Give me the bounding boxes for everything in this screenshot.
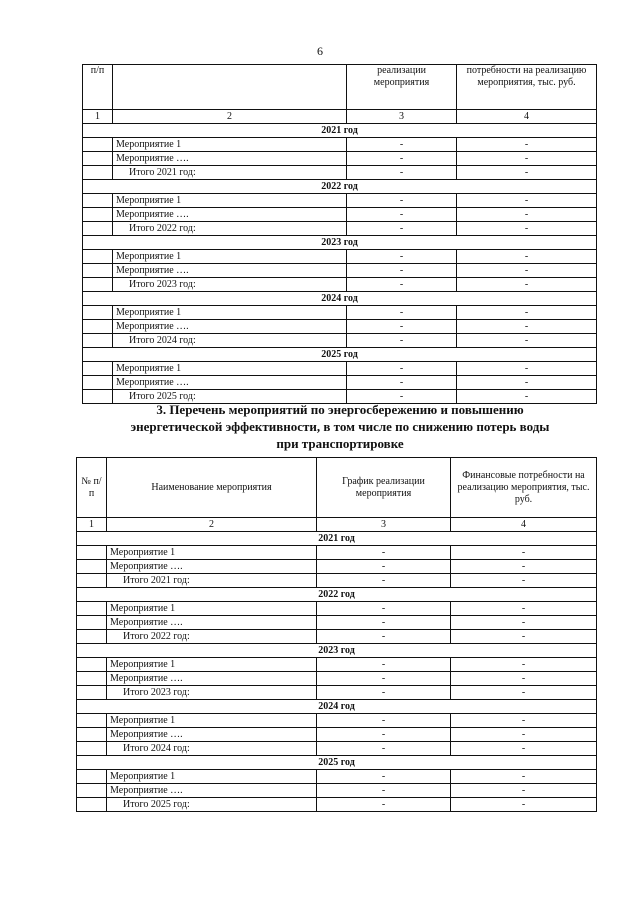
table-row <box>77 686 597 700</box>
financing-cell: - <box>457 152 597 166</box>
row-number-cell <box>83 166 113 180</box>
schedule-cell: - <box>317 574 451 588</box>
year-label: 2021 год <box>77 532 597 546</box>
measure-name-cell: Итого 2021 год: <box>113 166 347 180</box>
table-row <box>77 714 597 728</box>
measure-name-cell: Итого 2023 год: <box>107 686 317 700</box>
measure-name-cell: Итого 2024 год: <box>113 334 347 348</box>
measure-name-cell: Мероприятие 1 <box>107 658 317 672</box>
schedule-cell: - <box>347 320 457 334</box>
financing-cell: - <box>451 728 597 742</box>
measure-name-cell: Мероприятие 1 <box>107 770 317 784</box>
financing-cell: - <box>457 194 597 208</box>
table-row <box>83 194 597 208</box>
measure-name-cell: Мероприятие 1 <box>107 602 317 616</box>
year-row <box>83 236 597 250</box>
table-row <box>77 630 597 644</box>
row-number-cell <box>77 602 107 616</box>
financing-cell: - <box>451 602 597 616</box>
table-row <box>83 278 597 292</box>
table-row <box>77 784 597 798</box>
schedule-cell: - <box>317 770 451 784</box>
table-row <box>77 742 597 756</box>
schedule-cell: - <box>317 560 451 574</box>
measure-name-cell: Мероприятие 1 <box>113 306 347 320</box>
financing-cell: - <box>451 672 597 686</box>
year-row <box>83 180 597 194</box>
year-row <box>83 124 597 138</box>
schedule-cell: - <box>347 208 457 222</box>
section-title-line: при транспортировке <box>276 436 404 451</box>
measure-name-cell: Мероприятие …. <box>113 152 347 166</box>
measure-name-cell: Мероприятие …. <box>107 784 317 798</box>
schedule-cell: - <box>317 742 451 756</box>
schedule-cell: - <box>347 376 457 390</box>
year-label: 2023 год <box>77 644 597 658</box>
measure-name-cell: Итого 2023 год: <box>113 278 347 292</box>
section-3-title <box>80 401 600 452</box>
column-numbers-row <box>83 110 597 124</box>
measure-name-cell: Мероприятие …. <box>113 208 347 222</box>
row-number-cell <box>77 574 107 588</box>
row-number-cell <box>77 798 107 812</box>
financing-cell: - <box>457 320 597 334</box>
table-row <box>77 672 597 686</box>
table-row <box>83 376 597 390</box>
financing-cell: - <box>451 574 597 588</box>
schedule-cell: - <box>347 278 457 292</box>
schedule-cell: - <box>317 784 451 798</box>
row-number-cell <box>83 362 113 376</box>
row-number-cell <box>77 742 107 756</box>
measure-name-cell: Мероприятие …. <box>113 320 347 334</box>
schedule-cell: - <box>347 250 457 264</box>
financing-cell: - <box>457 222 597 236</box>
table-row <box>83 306 597 320</box>
financing-cell: - <box>457 390 597 404</box>
year-label: 2024 год <box>83 292 597 306</box>
financing-cell: - <box>457 362 597 376</box>
financing-cell: - <box>451 560 597 574</box>
measure-name-cell: Итого 2025 год: <box>113 390 347 404</box>
financing-cell: - <box>457 278 597 292</box>
table-row <box>77 658 597 672</box>
year-row <box>83 292 597 306</box>
schedule-cell: - <box>317 658 451 672</box>
measure-name-cell: Мероприятие 1 <box>107 714 317 728</box>
schedule-cell: - <box>317 630 451 644</box>
schedule-cell: - <box>347 334 457 348</box>
header-schedule: реализации мероприятия <box>347 65 457 110</box>
column-number: 4 <box>457 110 597 124</box>
header-name: Наименование мероприятия <box>107 458 317 518</box>
financing-cell: - <box>457 250 597 264</box>
schedule-cell: - <box>317 672 451 686</box>
row-number-cell <box>83 264 113 278</box>
header-schedule: График реализации мероприятия <box>317 458 451 518</box>
schedule-cell: - <box>347 194 457 208</box>
measure-name-cell: Итого 2025 год: <box>107 798 317 812</box>
schedule-cell: - <box>317 686 451 700</box>
table-header-row <box>83 65 597 110</box>
year-label: 2025 год <box>77 756 597 770</box>
measure-name-cell: Мероприятие …. <box>107 728 317 742</box>
measure-name-cell: Мероприятие 1 <box>113 250 347 264</box>
row-number-cell <box>83 138 113 152</box>
measure-name-cell: Мероприятие 1 <box>113 362 347 376</box>
header-number: п/п <box>83 65 113 110</box>
header-name <box>113 65 347 110</box>
column-number: 2 <box>113 110 347 124</box>
schedule-cell: - <box>317 616 451 630</box>
financing-cell: - <box>457 166 597 180</box>
schedule-cell: - <box>347 306 457 320</box>
table-row <box>83 362 597 376</box>
schedule-cell: - <box>317 798 451 812</box>
year-row <box>77 756 597 770</box>
table-row <box>83 152 597 166</box>
table-row <box>83 320 597 334</box>
year-row <box>77 644 597 658</box>
row-number-cell <box>83 152 113 166</box>
table-row <box>83 334 597 348</box>
row-number-cell <box>83 306 113 320</box>
table-row <box>77 616 597 630</box>
financing-cell: - <box>457 208 597 222</box>
measure-name-cell: Мероприятие …. <box>107 672 317 686</box>
financing-cell: - <box>457 138 597 152</box>
row-number-cell <box>83 320 113 334</box>
measure-name-cell: Мероприятие 1 <box>107 546 317 560</box>
table-row <box>83 166 597 180</box>
measure-name-cell: Мероприятие …. <box>113 376 347 390</box>
financing-cell: - <box>451 714 597 728</box>
header-financing: Финансовые потребности на реализацию мероприятия, тыс. руб. <box>451 458 597 518</box>
row-number-cell <box>77 770 107 784</box>
row-number-cell <box>83 222 113 236</box>
schedule-cell: - <box>317 714 451 728</box>
schedule-cell: - <box>347 362 457 376</box>
table-row <box>83 222 597 236</box>
schedule-cell: - <box>347 222 457 236</box>
financing-cell: - <box>451 798 597 812</box>
financing-cell: - <box>451 630 597 644</box>
table-row <box>77 560 597 574</box>
section-title-line: 3. Перечень мероприятий по энергосбережению и повышению <box>156 402 524 417</box>
schedule-cell: - <box>347 166 457 180</box>
schedule-cell: - <box>347 138 457 152</box>
row-number-cell <box>77 658 107 672</box>
column-numbers-row <box>77 518 597 532</box>
year-row <box>83 348 597 362</box>
column-number: 3 <box>347 110 457 124</box>
financing-cell: - <box>451 616 597 630</box>
header-number: № п/п <box>77 458 107 518</box>
header-financing: потребности на реализацию мероприятия, тыс. руб. <box>457 65 597 110</box>
table-header-row <box>77 458 597 518</box>
financing-cell: - <box>451 658 597 672</box>
column-number: 1 <box>77 518 107 532</box>
measure-name-cell: Итого 2021 год: <box>107 574 317 588</box>
section-title-line: энергетической эффективности, в том числе по снижению потерь воды <box>130 419 550 434</box>
financing-cell: - <box>451 742 597 756</box>
measure-name-cell: Мероприятие 1 <box>113 138 347 152</box>
table-row <box>77 798 597 812</box>
financing-cell: - <box>451 686 597 700</box>
row-number-cell <box>77 686 107 700</box>
year-row <box>77 532 597 546</box>
column-number: 3 <box>317 518 451 532</box>
row-number-cell <box>77 630 107 644</box>
table-row <box>83 250 597 264</box>
financing-cell: - <box>457 306 597 320</box>
row-number-cell <box>77 560 107 574</box>
row-number-cell <box>77 714 107 728</box>
row-number-cell <box>83 250 113 264</box>
financing-cell: - <box>457 264 597 278</box>
table-row <box>77 574 597 588</box>
row-number-cell <box>77 728 107 742</box>
table-row <box>83 208 597 222</box>
measure-name-cell: Мероприятие …. <box>107 616 317 630</box>
financing-cell: - <box>457 334 597 348</box>
measure-name-cell: Мероприятие 1 <box>113 194 347 208</box>
row-number-cell <box>77 784 107 798</box>
column-number: 2 <box>107 518 317 532</box>
schedule-cell: - <box>317 602 451 616</box>
row-number-cell <box>77 672 107 686</box>
measure-name-cell: Мероприятие …. <box>107 560 317 574</box>
measures-table-continued <box>82 64 597 404</box>
measure-name-cell: Мероприятие …. <box>113 264 347 278</box>
measures-table <box>76 457 597 812</box>
schedule-cell: - <box>347 152 457 166</box>
table-row <box>77 546 597 560</box>
schedule-cell: - <box>317 728 451 742</box>
row-number-cell <box>77 616 107 630</box>
page-number: 6 <box>317 44 323 58</box>
table-row <box>83 264 597 278</box>
table-row <box>77 728 597 742</box>
financing-cell: - <box>457 376 597 390</box>
year-label: 2024 год <box>77 700 597 714</box>
column-number: 1 <box>83 110 113 124</box>
row-number-cell <box>83 334 113 348</box>
year-row <box>77 700 597 714</box>
year-label: 2023 год <box>83 236 597 250</box>
table-row <box>77 770 597 784</box>
row-number-cell <box>83 194 113 208</box>
schedule-cell: - <box>347 264 457 278</box>
year-label: 2022 год <box>83 180 597 194</box>
column-number: 4 <box>451 518 597 532</box>
year-row <box>77 588 597 602</box>
row-number-cell <box>83 278 113 292</box>
table-row <box>83 138 597 152</box>
year-label: 2025 год <box>83 348 597 362</box>
financing-cell: - <box>451 784 597 798</box>
schedule-cell: - <box>347 390 457 404</box>
year-label: 2022 год <box>77 588 597 602</box>
row-number-cell <box>83 208 113 222</box>
financing-cell: - <box>451 770 597 784</box>
row-number-cell <box>83 376 113 390</box>
measure-name-cell: Итого 2022 год: <box>113 222 347 236</box>
row-number-cell <box>77 546 107 560</box>
year-label: 2021 год <box>83 124 597 138</box>
financing-cell: - <box>451 546 597 560</box>
measure-name-cell: Итого 2022 год: <box>107 630 317 644</box>
table-row <box>77 602 597 616</box>
measure-name-cell: Итого 2024 год: <box>107 742 317 756</box>
schedule-cell: - <box>317 546 451 560</box>
